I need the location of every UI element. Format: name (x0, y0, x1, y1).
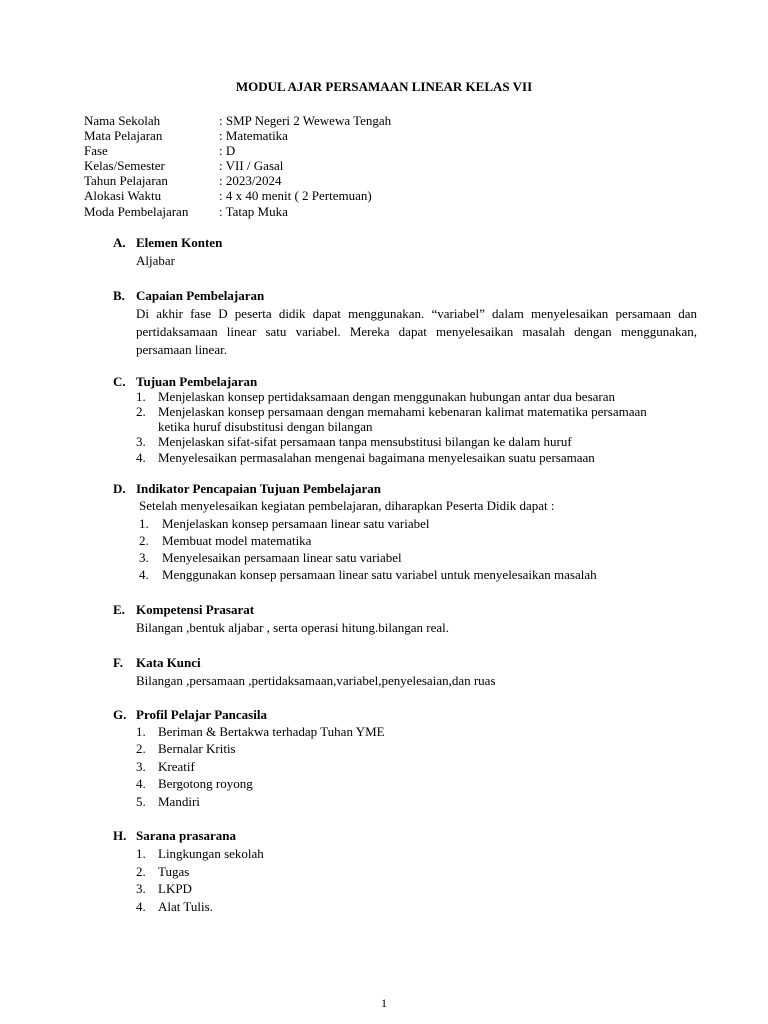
section-a-text: Aljabar (136, 253, 175, 268)
list-item: Menyelesaikan permasalahan mengenai bagaimana menyelesaikan suatu persamaan (158, 450, 595, 465)
list-item: Menjelaskan konsep persamaan linear satu variabel (162, 516, 430, 531)
list-number: 1. (139, 516, 149, 531)
identity-value: : D (219, 143, 236, 158)
section-a-letter: A. (113, 235, 126, 250)
page-number: 1 (381, 996, 387, 1010)
identity-label: Moda Pembelajaran (84, 204, 189, 219)
list-number: 4. (136, 450, 146, 465)
section-b-paragraph: Di akhir fase D peserta didik dapat menggunakan. “variabel” dalam menyelesaikan persamaan dan pertidaksamaan linear satu variabel. Mereka dapat menyelesaikan masalah dengan menggunakan, persamaan linear. (136, 306, 697, 357)
list-number: 4. (139, 567, 149, 582)
list-number: 1. (136, 389, 146, 404)
list-number: 2. (136, 864, 146, 879)
list-item: Membuat model matematika (162, 533, 312, 548)
identity-label: Mata Pelajaran (84, 128, 163, 143)
list-item: LKPD (158, 881, 192, 896)
identity-value: : Matematika (219, 128, 288, 143)
list-item-continuation: ketika huruf disubstitusi dengan bilangan (158, 419, 373, 434)
section-a-title: Elemen Konten (136, 235, 223, 250)
identity-value: : 2023/2024 (219, 173, 282, 188)
identity-label: Fase (84, 143, 108, 158)
section-b-letter: B. (113, 288, 125, 303)
identity-row-subject (84, 128, 288, 143)
list-item: Alat Tulis. (158, 899, 213, 914)
list-number: 3. (136, 434, 146, 449)
section-e-letter: E. (113, 602, 125, 617)
list-item: Menjelaskan konsep pertidaksamaan dengan menggunakan hubungan antar dua besaran (158, 389, 616, 404)
list-number: 2. (139, 533, 149, 548)
identity-row-school (84, 113, 391, 128)
section-b-title: Capaian Pembelajaran (136, 288, 265, 303)
section-g-title: Profil Pelajar Pancasila (136, 707, 267, 722)
section-d-letter: D. (113, 481, 126, 496)
identity-label: Tahun Pelajaran (84, 173, 168, 188)
list-item: Lingkungan sekolah (158, 846, 264, 861)
identity-row-phase (84, 143, 235, 158)
list-item: Menjelaskan konsep persamaan dengan memahami kebenaran kalimat matematika persamaan (158, 404, 647, 419)
identity-row-mode (84, 204, 288, 219)
section-c-title: Tujuan Pembelajaran (136, 374, 258, 389)
identity-value: : Tatap Muka (219, 204, 288, 219)
list-item: Beriman & Bertakwa terhadap Tuhan YME (158, 724, 385, 739)
page-title: MODUL AJAR PERSAMAAN LINEAR KELAS VII (235, 79, 533, 94)
section-e-text: Bilangan ,bentuk aljabar , serta operasi hitung.bilangan real. (136, 620, 449, 635)
section-f-text: Bilangan ,persamaan ,pertidaksamaan,variabel,penyelesaian,dan ruas (136, 673, 496, 688)
list-number: 4. (136, 899, 146, 914)
section-d-title: Indikator Pencapaian Tujuan Pembelajaran (136, 481, 382, 496)
identity-row-class (84, 158, 283, 173)
identity-value: : SMP Negeri 2 Wewewa Tengah (219, 113, 392, 128)
list-number: 2. (136, 404, 146, 419)
section-f-title: Kata Kunci (136, 655, 201, 670)
section-d-intro: Setelah menyelesaikan kegiatan pembelajaran, diharapkan Peserta Didik dapat : (139, 498, 555, 513)
list-number: 1. (136, 724, 146, 739)
list-item: Mandiri (158, 794, 200, 809)
identity-row-year (84, 173, 281, 188)
list-item: Kreatif (158, 759, 195, 774)
section-h-title: Sarana prasarana (136, 828, 237, 843)
identity-row-time (84, 188, 372, 203)
list-number: 1. (136, 846, 146, 861)
section-h-letter: H. (113, 828, 127, 843)
identity-value: : 4 x 40 menit ( 2 Pertemuan) (219, 188, 372, 203)
section-c-letter: C. (113, 374, 126, 389)
section-g-letter: G. (113, 707, 127, 722)
identity-label: Alokasi Waktu (84, 188, 162, 203)
section-e-title: Kompetensi Prasarat (136, 602, 255, 617)
list-item: Menjelaskan sifat-sifat persamaan tanpa mensubstitusi bilangan ke dalam huruf (158, 434, 572, 449)
list-number: 2. (136, 741, 146, 756)
list-number: 4. (136, 776, 146, 791)
list-number: 3. (136, 759, 146, 774)
section-f-letter: F. (113, 655, 123, 670)
list-item: Bergotong royong (158, 776, 253, 791)
list-item: Tugas (158, 864, 190, 879)
identity-value: : VII / Gasal (219, 158, 284, 173)
identity-label: Nama Sekolah (84, 113, 161, 128)
list-item: Menggunakan konsep persamaan linear satu variabel untuk menyelesaikan masalah (162, 567, 597, 582)
list-number: 5. (136, 794, 146, 809)
list-number: 3. (136, 881, 146, 896)
identity-label: Kelas/Semester (84, 158, 165, 173)
list-item: Menyelesaikan persamaan linear satu variabel (162, 550, 402, 565)
list-item: Bernalar Kritis (158, 741, 236, 756)
list-number: 3. (139, 550, 149, 565)
